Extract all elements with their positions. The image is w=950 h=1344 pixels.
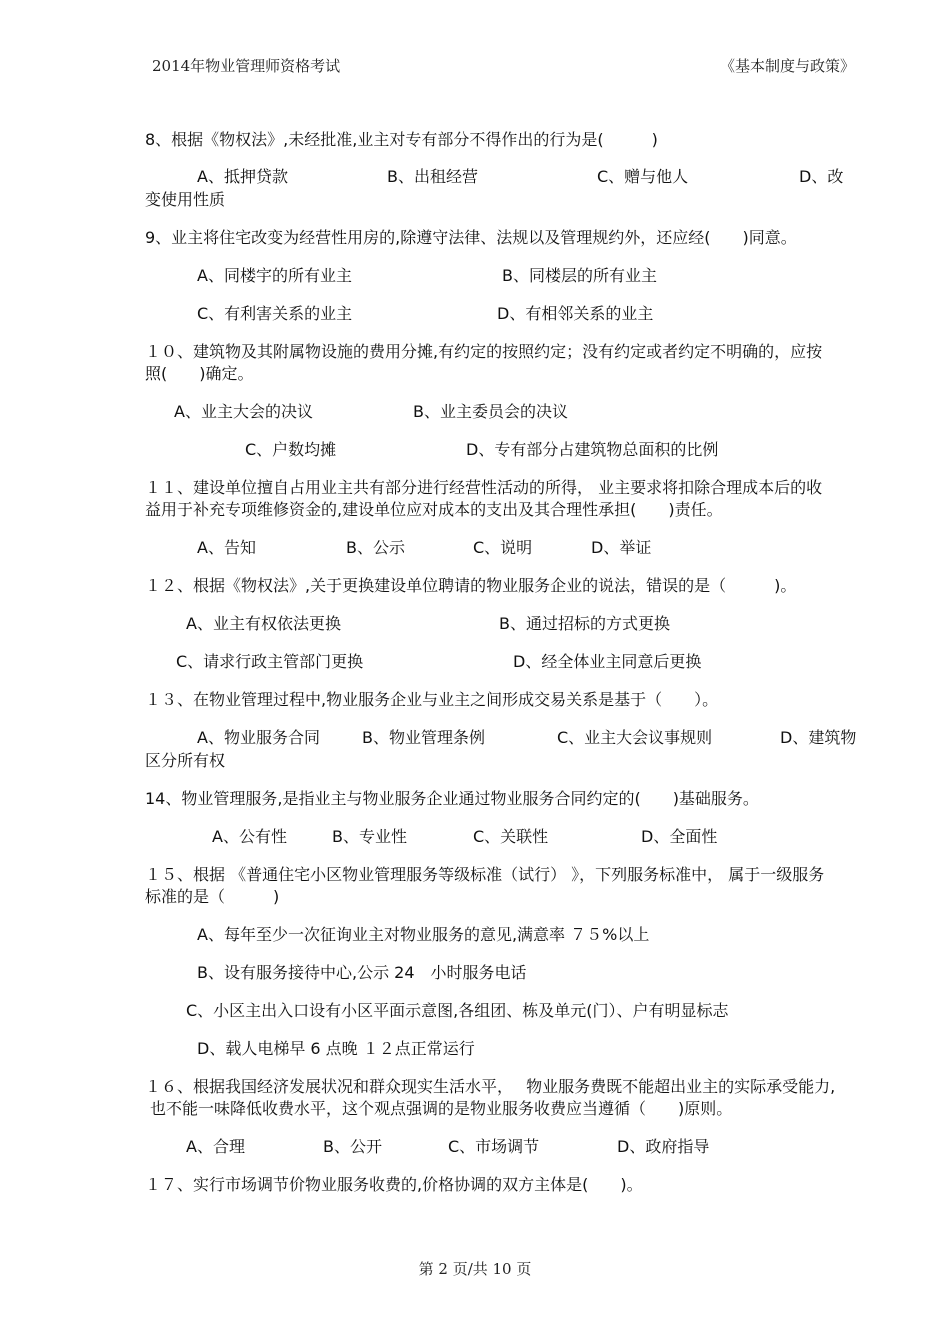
option-d: D、经全体业主同意后更换 [513,652,702,671]
option-continuation: 变使用性质 [145,190,226,209]
option-c: C、说明 [473,538,533,557]
option-c: C、业主大会议事规则 [557,728,713,747]
option-c: C、户数均摊 [245,440,337,459]
question-stem-line-2: 益用于补充专项维修资金的,建设单位应对成本的支出及其合理性承担( )责任。 [145,500,723,519]
page-footer [0,1258,950,1279]
option-continuation: 区分所有权 [145,751,226,770]
question-stem-line-2: 也不能一味降低收费水平，这个观点强调的是物业服务收费应当遵循（ )原则。 [150,1099,733,1118]
option-b: B、同楼层的所有业主 [502,266,657,285]
option-d: D、全面性 [641,827,718,846]
option-a: A、公有性 [212,827,287,846]
option-a: A、每年至少一次征询业主对物业服务的意见,满意率 ７５%以上 [197,925,650,944]
option-d: D、改 [799,167,844,186]
option-a: A、合理 [186,1137,245,1156]
option-a: A、告知 [197,538,256,557]
option-b: B、设有服务接待中心,公示 24 小时服务电话 [197,963,527,982]
option-d: D、举证 [591,538,652,557]
option-d: D、专有部分占建筑物总面积的比例 [466,440,719,459]
option-a: A、业主有权依法更换 [186,614,341,633]
option-d: D、有相邻关系的业主 [497,304,654,323]
question-stem: １２、根据《物权法》,关于更换建设单位聘请的物业服务企业的说法，错误的是（ )。 [145,576,797,595]
option-d: D、建筑物 [780,728,857,747]
option-b: B、公示 [346,538,405,557]
question-stem: １３、在物业管理过程中,物业服务企业与业主之间形成交易关系是基于（ ）。 [145,690,719,709]
question-stem: 9、业主将住宅改变为经营性用房的,除遵守法律、法规以及管理规约外，还应经( )同意。 [145,228,797,247]
header-book-title: 《基本制度与政策》 [720,57,856,75]
question-stem-line-1: １０、建筑物及其附属物设施的费用分摊,有约定的按照约定；没有约定或者约定不明确的，应按 [145,342,823,361]
option-b: B、通过招标的方式更换 [499,614,670,633]
option-b: B、出租经营 [387,167,478,186]
option-c: C、小区主出入口设有小区平面示意图,各组团、栋及单元(门）、户有明显标志 [186,1001,729,1020]
option-a: A、物业服务合同 [197,728,320,747]
option-c: C、关联性 [473,827,549,846]
question-stem: １７、实行市场调节价物业服务收费的,价格协调的双方主体是( )。 [145,1175,643,1194]
question-stem-line-2: 标准的是（ ) [145,887,280,906]
question-stem-line-2: 照( )确定。 [145,364,254,383]
question-stem: 14、物业管理服务,是指业主与物业服务企业通过物业服务合同约定的( )基础服务。 [145,789,759,808]
question-stem: 8、根据《物权法》,未经批准,业主对专有部分不得作出的行为是( ) [145,130,658,149]
question-stem-line-1: １５、根据 《普通住宅小区物业管理服务等级标准（试行） 》，下列服务标准中， 属于一级服务 [145,865,825,884]
option-b: B、业主委员会的决议 [413,402,568,421]
option-d: D、载人电梯早 6 点晚 １２点正常运行 [197,1039,475,1058]
option-b: B、公开 [323,1137,382,1156]
option-a: A、抵押贷款 [197,167,288,186]
header-exam-title: 2014年物业管理师资格考试 [152,57,341,75]
option-c: C、赠与他人 [597,167,689,186]
option-c: C、市场调节 [448,1137,540,1156]
option-c: C、请求行政主管部门更换 [176,652,364,671]
option-a: A、同楼宇的所有业主 [197,266,352,285]
option-b: B、专业性 [332,827,407,846]
option-c: C、有利害关系的业主 [197,304,353,323]
question-stem-line-1: １１、建设单位擅自占用业主共有部分进行经营性活动的所得， 业主要求将扣除合理成本后的收 [145,478,823,497]
page-number: 第 2 页/共 10 页 [418,1260,532,1278]
option-b: B、物业管理条例 [362,728,485,747]
question-stem-line-1: １６、根据我国经济发展状况和群众现实生活水平， 物业服务费既不能超出业主的实际承受能力, [145,1077,836,1096]
option-d: D、政府指导 [617,1137,710,1156]
option-a: A、业主大会的决议 [174,402,313,421]
